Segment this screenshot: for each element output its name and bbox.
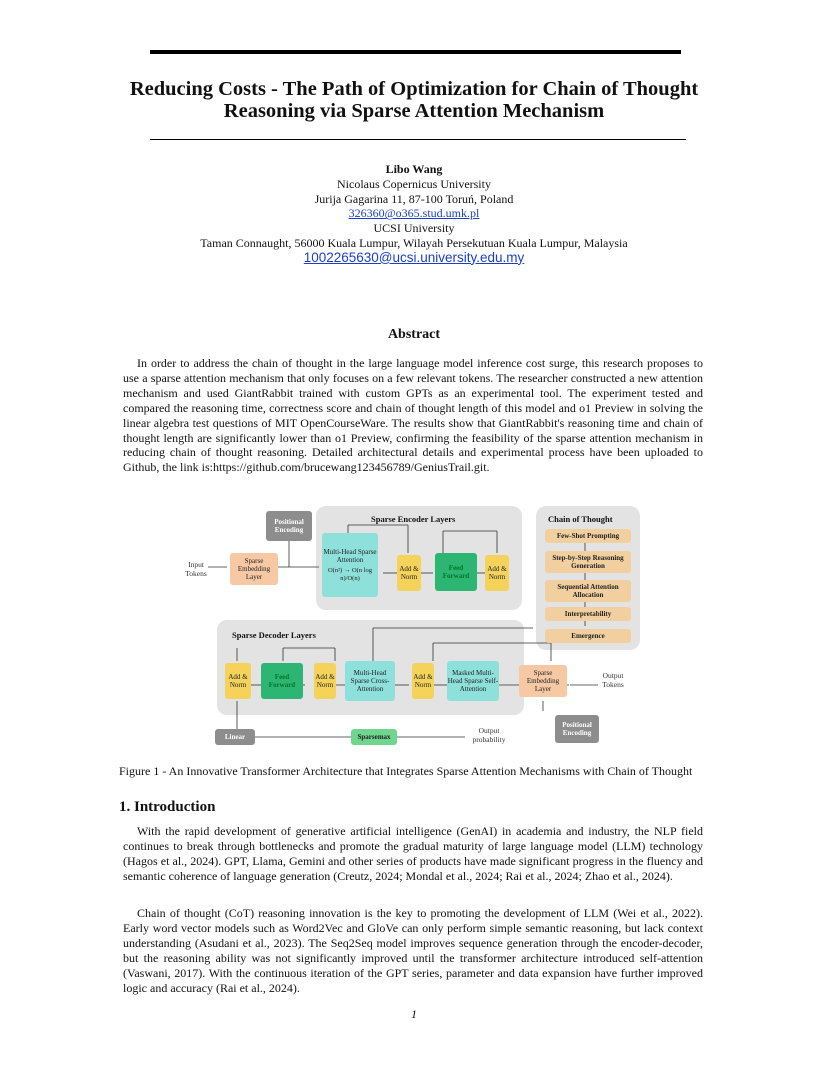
encoder-mhsa-label: Multi-Head Sparse Attention <box>323 547 377 564</box>
top-rule <box>150 50 681 54</box>
figure-caption: Figure 1 - An Innovative Transformer Architecture that Integrates Sparse Attention Mechanisms with Chain of Thought <box>119 764 693 778</box>
complexity-formula: O(n²) → O(n log n)/O(n) <box>327 566 372 582</box>
cot-item-sequential-attention: Sequential Attention Allocation <box>545 580 631 602</box>
architecture-figure <box>175 503 645 758</box>
cot-item-few-shot: Few-Shot Prompting <box>545 529 631 543</box>
positional-encoding-bottom: Positional Encoding <box>555 715 599 743</box>
decoder-cross-attention: Multi-Head Sparse Cross-Attention <box>345 661 395 701</box>
cot-item-interpretability: Interpretability <box>545 607 631 621</box>
section-heading: 1. Introduction <box>119 799 216 815</box>
sparse-embedding-left: Sparse Embedding Layer <box>230 553 278 585</box>
abstract-text: In order to address the chain of thought in the large language model inference cost surge, this research proposes to use a sparse attention mechanism that only focuses on a few relevant tokens. The researcher constructed a new attention mechanism and used GiantRabbit trained with custom GPTs as an experimental tool. The experiment tested and compared the reasoning time, correctness score and chain of thought length of this model and o1 Preview in solving the linear algebra test questions of MIT OpenCourseWare. The results show that GiantRabbit's reasoning time and chain of thought length are significantly lower than o1 Preview, confirming the feasibility of the sparse attention mechanism in reducing chain of thought reasoning. Detailed architectural details and experimental process have been uploaded to Github, the link is:https://github.com/brucewang123456789/GeniusTrail.git. <box>123 356 703 475</box>
email-link-2[interactable]: 1002265630@ucsi.university.edu.my <box>303 249 525 265</box>
author-name: Libo Wang <box>385 162 443 176</box>
decoder-feed-forward: Feed Forward <box>261 663 303 699</box>
cot-title: Chain of Thought <box>548 514 613 524</box>
encoder-feed-forward: Feed Forward <box>435 553 477 591</box>
intro-paragraph-2: Chain of thought (CoT) reasoning innovation is the key to promoting the development of LLM (Wei et al., 2022). Early word vector models such as Word2Vec and GloVe can only perform simple semantic reasoning, but lack context understanding (Asudani et al., 2023). The Seq2Seq model improves sequence generation through the encoder-decoder, but the reasoning ability was not significantly improved until the transformer architecture introduced self-attention (Vaswani, 2017). With the continuous iteration of the GPT series, parameter and data expansion have further improved logic and accuracy (Rai et al., 2024). <box>123 906 703 995</box>
affiliation-2: UCSI University <box>373 221 455 236</box>
encoder-title: Sparse Encoder Layers <box>371 514 456 524</box>
page-number: 1 <box>411 1007 417 1021</box>
address-2: Taman Connaught, 56000 Kuala Lumpur, Wilayah Persekutuan Kuala Lumpur, Malaysia <box>200 235 628 250</box>
address-1: Jurija Gagarina 11, 87-100 Toruń, Poland <box>314 191 514 206</box>
affiliation-1: Nicolaus Copernicus University <box>337 176 491 191</box>
decoder-title: Sparse Decoder Layers <box>232 630 316 640</box>
sparse-embedding-right: Sparse Embedding Layer <box>519 665 567 697</box>
encoder-add-norm-2: Add & Norm <box>485 555 509 591</box>
intro-paragraph-1: With the rapid development of generative artificial intelligence (GenAI) in academia and industry, the NLP field continues to break through bottlenecks and promote the gradual maturity of large language model (LLM) technology (Hagos et al., 2024). GPT, Llama, Gemini and other series of products have made significant progress in the fluency and semantic coherence of language generation (Creutz, 2024; Mondal et al., 2024; Rai et al., 2024; Zhao et al., 2024). <box>123 824 703 883</box>
cot-item-emergence: Emergence <box>545 629 631 643</box>
positional-encoding-top: Positional Encoding <box>266 511 312 541</box>
encoder-mhsa-box <box>322 533 378 597</box>
output-probability-label: Output probability <box>472 726 506 744</box>
paper-title: Reducing Costs - The Path of Optimization for Chain of Thought Reasoning via Sparse Attention Mechanism <box>129 78 699 122</box>
decoder-add-norm-2: Add & Norm <box>314 663 336 699</box>
abstract-heading: Abstract <box>387 327 441 342</box>
sparsemax-box: Sparsemax <box>351 729 397 745</box>
decoder-add-norm-1: Add & Norm <box>225 663 251 699</box>
output-tokens-label: Output Tokens <box>602 671 624 689</box>
decoder-add-norm-3: Add & Norm <box>412 663 434 699</box>
cot-item-step-by-step: Step-by-Step Reasoning Generation <box>545 551 631 573</box>
title-rule <box>150 139 686 140</box>
encoder-add-norm-1: Add & Norm <box>397 555 421 591</box>
author-block <box>100 162 728 266</box>
decoder-masked-attention: Masked Multi-Head Sparse Self-Attention <box>447 661 499 701</box>
input-tokens-label: Input Tokens <box>185 560 207 578</box>
linear-box: Linear <box>215 729 255 745</box>
email-link-1[interactable]: 326360@o365.stud.umk.pl <box>348 206 480 221</box>
